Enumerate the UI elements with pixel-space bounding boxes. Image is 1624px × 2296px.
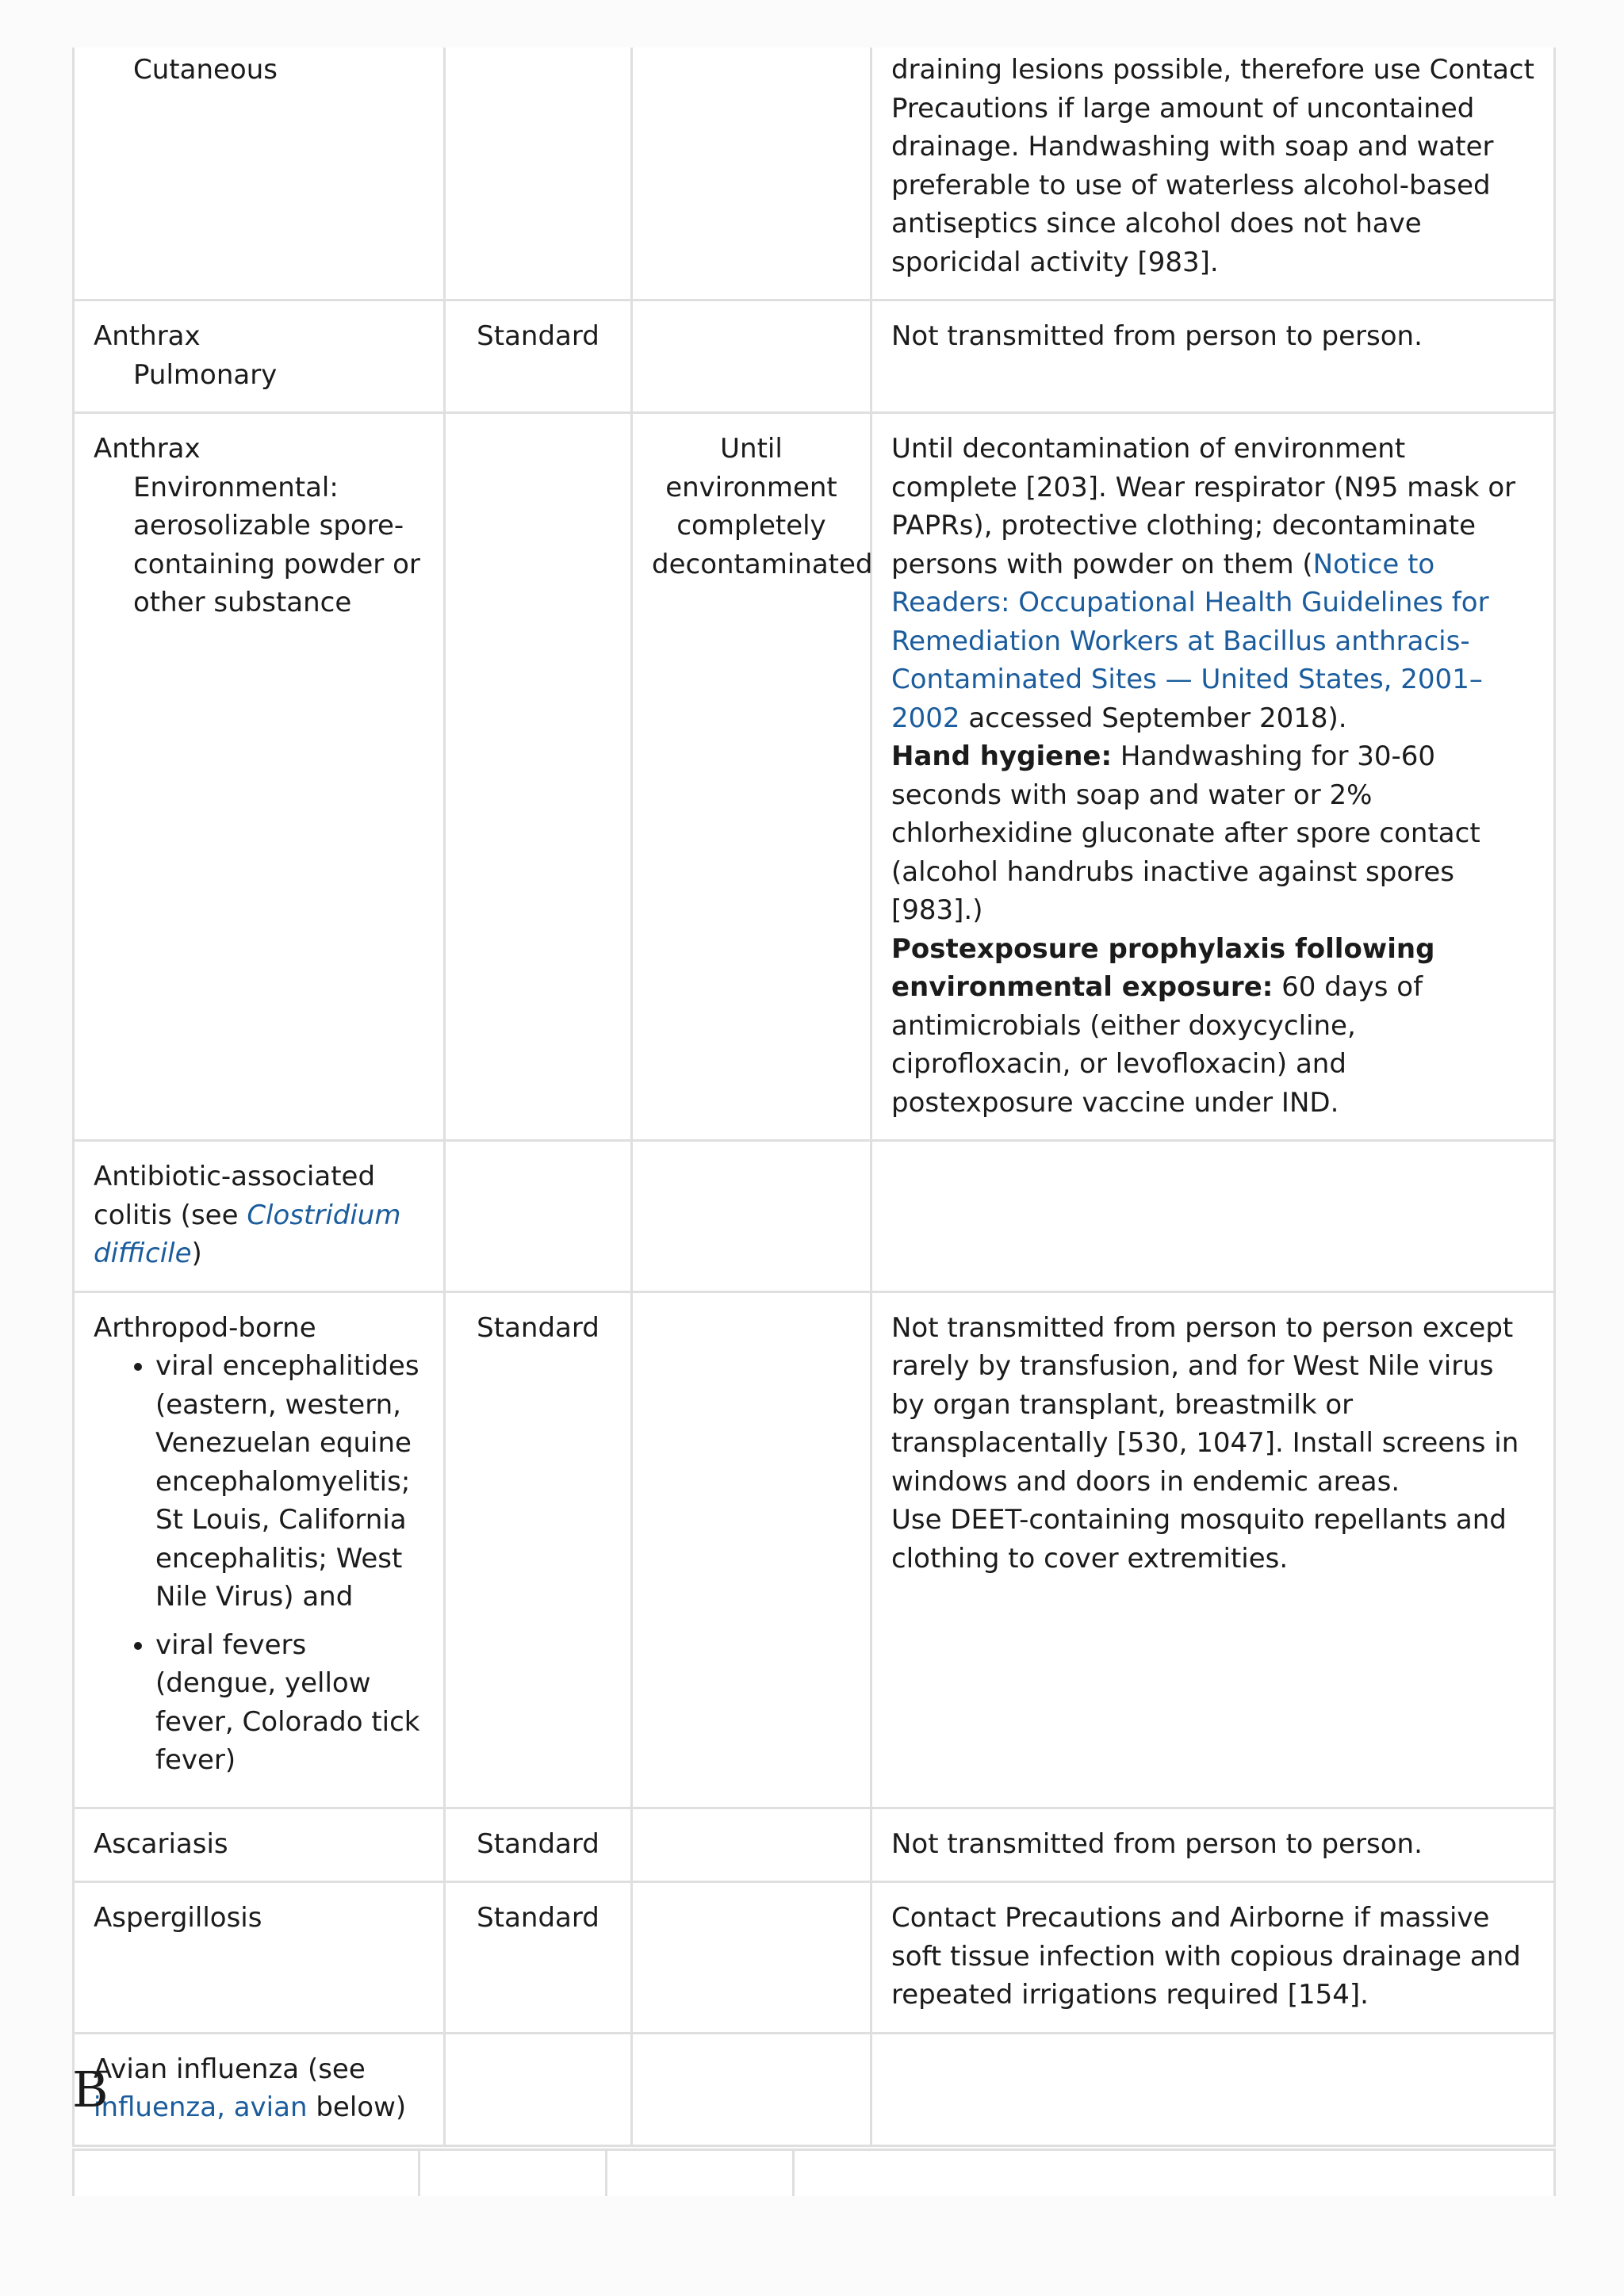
next-section-table: [72, 2149, 1556, 2196]
precaution-type-cell: [445, 1141, 632, 1292]
table-row: [74, 413, 1555, 1141]
disease-name: Anthrax: [94, 433, 201, 465]
occupational-health-guidelines-link[interactable]: Notice to Readers: Occupational Health Guidelines for Remediation Workers at Bacillus anthracis-Contaminated Sites — United States, 2001–2002: [891, 548, 1489, 734]
disease-name: Antibiotic-associated colitis (see: [94, 1161, 376, 1231]
disease-bullet-list: [94, 1347, 424, 1780]
disease-cell: [74, 1292, 445, 1808]
disease-cell: [74, 2033, 445, 2145]
comments-text: Not transmitted from person to person except rarely by transfusion, and for West Nile virus by organ transplant, breastmilk or transplacentally [530, 1047]. Install screens in windows and doors in endemic areas.: [891, 1311, 1519, 1498]
clostridium-difficile-link[interactable]: Clostridium difficile: [94, 1199, 401, 1269]
disease-cell: [74, 48, 445, 300]
precautions-table: [72, 48, 1556, 2147]
comments-cell: [871, 1141, 1555, 1292]
comments-cell: Not transmitted from person to person.: [871, 1808, 1555, 1882]
table-row: [74, 2033, 1555, 2145]
precaution-type-cell: [445, 413, 632, 1141]
comments-cell: Contact Precautions and Airborne if massive soft tissue infection with copious drainage and repeated irrigations required [154].: [871, 1882, 1555, 2034]
table-row: [74, 2150, 1555, 2197]
duration-cell: [632, 1808, 871, 1882]
table-cell: [607, 2150, 794, 2197]
table-row: [74, 1292, 1555, 1808]
disease-name: Anthrax: [94, 320, 201, 352]
duration-cell: [632, 48, 871, 300]
hand-hygiene-label: Hand hygiene:: [891, 740, 1113, 772]
precaution-type-cell: Standard: [445, 1882, 632, 2034]
comments-text: accessed September 2018).: [959, 702, 1347, 734]
comments-text: Use DEET-containing mosquito repellants and clothing to cover extremities.: [891, 1504, 1507, 1575]
duration-cell: [632, 1141, 871, 1292]
postexposure-text: 60 days of antimicrobials (either doxycycline, ciprofloxacin, or levofloxacin) and postexposure vaccine under IND.: [891, 971, 1423, 1119]
duration-cell: [632, 1882, 871, 2034]
disease-cell: [74, 300, 445, 413]
influenza-avian-link[interactable]: influenza, avian: [94, 2091, 308, 2123]
comments-text: Until decontamination of environment complete [203]. Wear respirator (N95 mask or PAPRs), protective clothing; decontaminate persons with powder on them (: [891, 433, 1516, 580]
comments-cell: Not transmitted from person to person.: [871, 300, 1555, 413]
disease-subtype: Pulmonary: [133, 358, 278, 391]
disease-cell: [74, 1141, 445, 1292]
table-row: [74, 300, 1555, 413]
disease-name-suffix: below): [307, 2091, 407, 2123]
postexposure-label: Postexposure prophylaxis following environmental exposure:: [891, 932, 1435, 1003]
disease-cell: Ascariasis: [74, 1808, 445, 1882]
disease-name: Avian influenza (see: [94, 2053, 366, 2085]
duration-cell: [632, 300, 871, 413]
disease-name: Arthropod-borne: [94, 1311, 316, 1344]
duration-cell: Until environment completely decontaminated: [632, 413, 871, 1141]
comments-cell: [871, 413, 1555, 1141]
precaution-type-cell: [445, 2033, 632, 2145]
table-cell: [74, 2150, 419, 2197]
disease-subtype: Environmental: aerosolizable spore-containing powder or other substance: [133, 471, 420, 618]
table-row: [74, 1882, 1555, 2034]
comments-cell: [871, 1292, 1555, 1808]
section-heading: B: [72, 2061, 109, 2118]
table-row: [74, 1808, 1555, 1882]
duration-cell: [632, 2033, 871, 2145]
precaution-type-cell: Standard: [445, 1808, 632, 1882]
table-cell: [794, 2150, 1555, 2197]
precaution-type-cell: [445, 48, 632, 300]
precaution-type-cell: Standard: [445, 1292, 632, 1808]
table-cell: [419, 2150, 607, 2197]
disease-subtype: Cutaneous: [133, 54, 278, 86]
list-item: • viral encephalitides (eastern, western, Venezuelan equine encephalomyelitis; St Louis, California encephalitis; West Nile Virus) and: [155, 1347, 424, 1617]
disease-cell: Aspergillosis: [74, 1882, 445, 2034]
hand-hygiene-text: Handwashing for 30-60 seconds with soap and water or 2% chlorhexidine gluconate after spore contact (alcohol handrubs inactive against spores [983].): [891, 740, 1480, 926]
duration-cell: [632, 1292, 871, 1808]
table-row: [74, 48, 1555, 300]
comments-cell: draining lesions possible, therefore use Contact Precautions if large amount of uncontained drainage. Handwashing with soap and water preferable to use of waterless alcohol-based antiseptics since alcohol does not have sporicidal activity [983].: [871, 48, 1555, 300]
list-item: • viral fevers (dengue, yellow fever, Colorado tick fever): [155, 1626, 424, 1780]
disease-name-suffix: ): [191, 1238, 202, 1269]
disease-cell: [74, 413, 445, 1141]
precaution-type-cell: Standard: [445, 300, 632, 413]
table-row: [74, 1141, 1555, 1292]
comments-cell: [871, 2033, 1555, 2145]
